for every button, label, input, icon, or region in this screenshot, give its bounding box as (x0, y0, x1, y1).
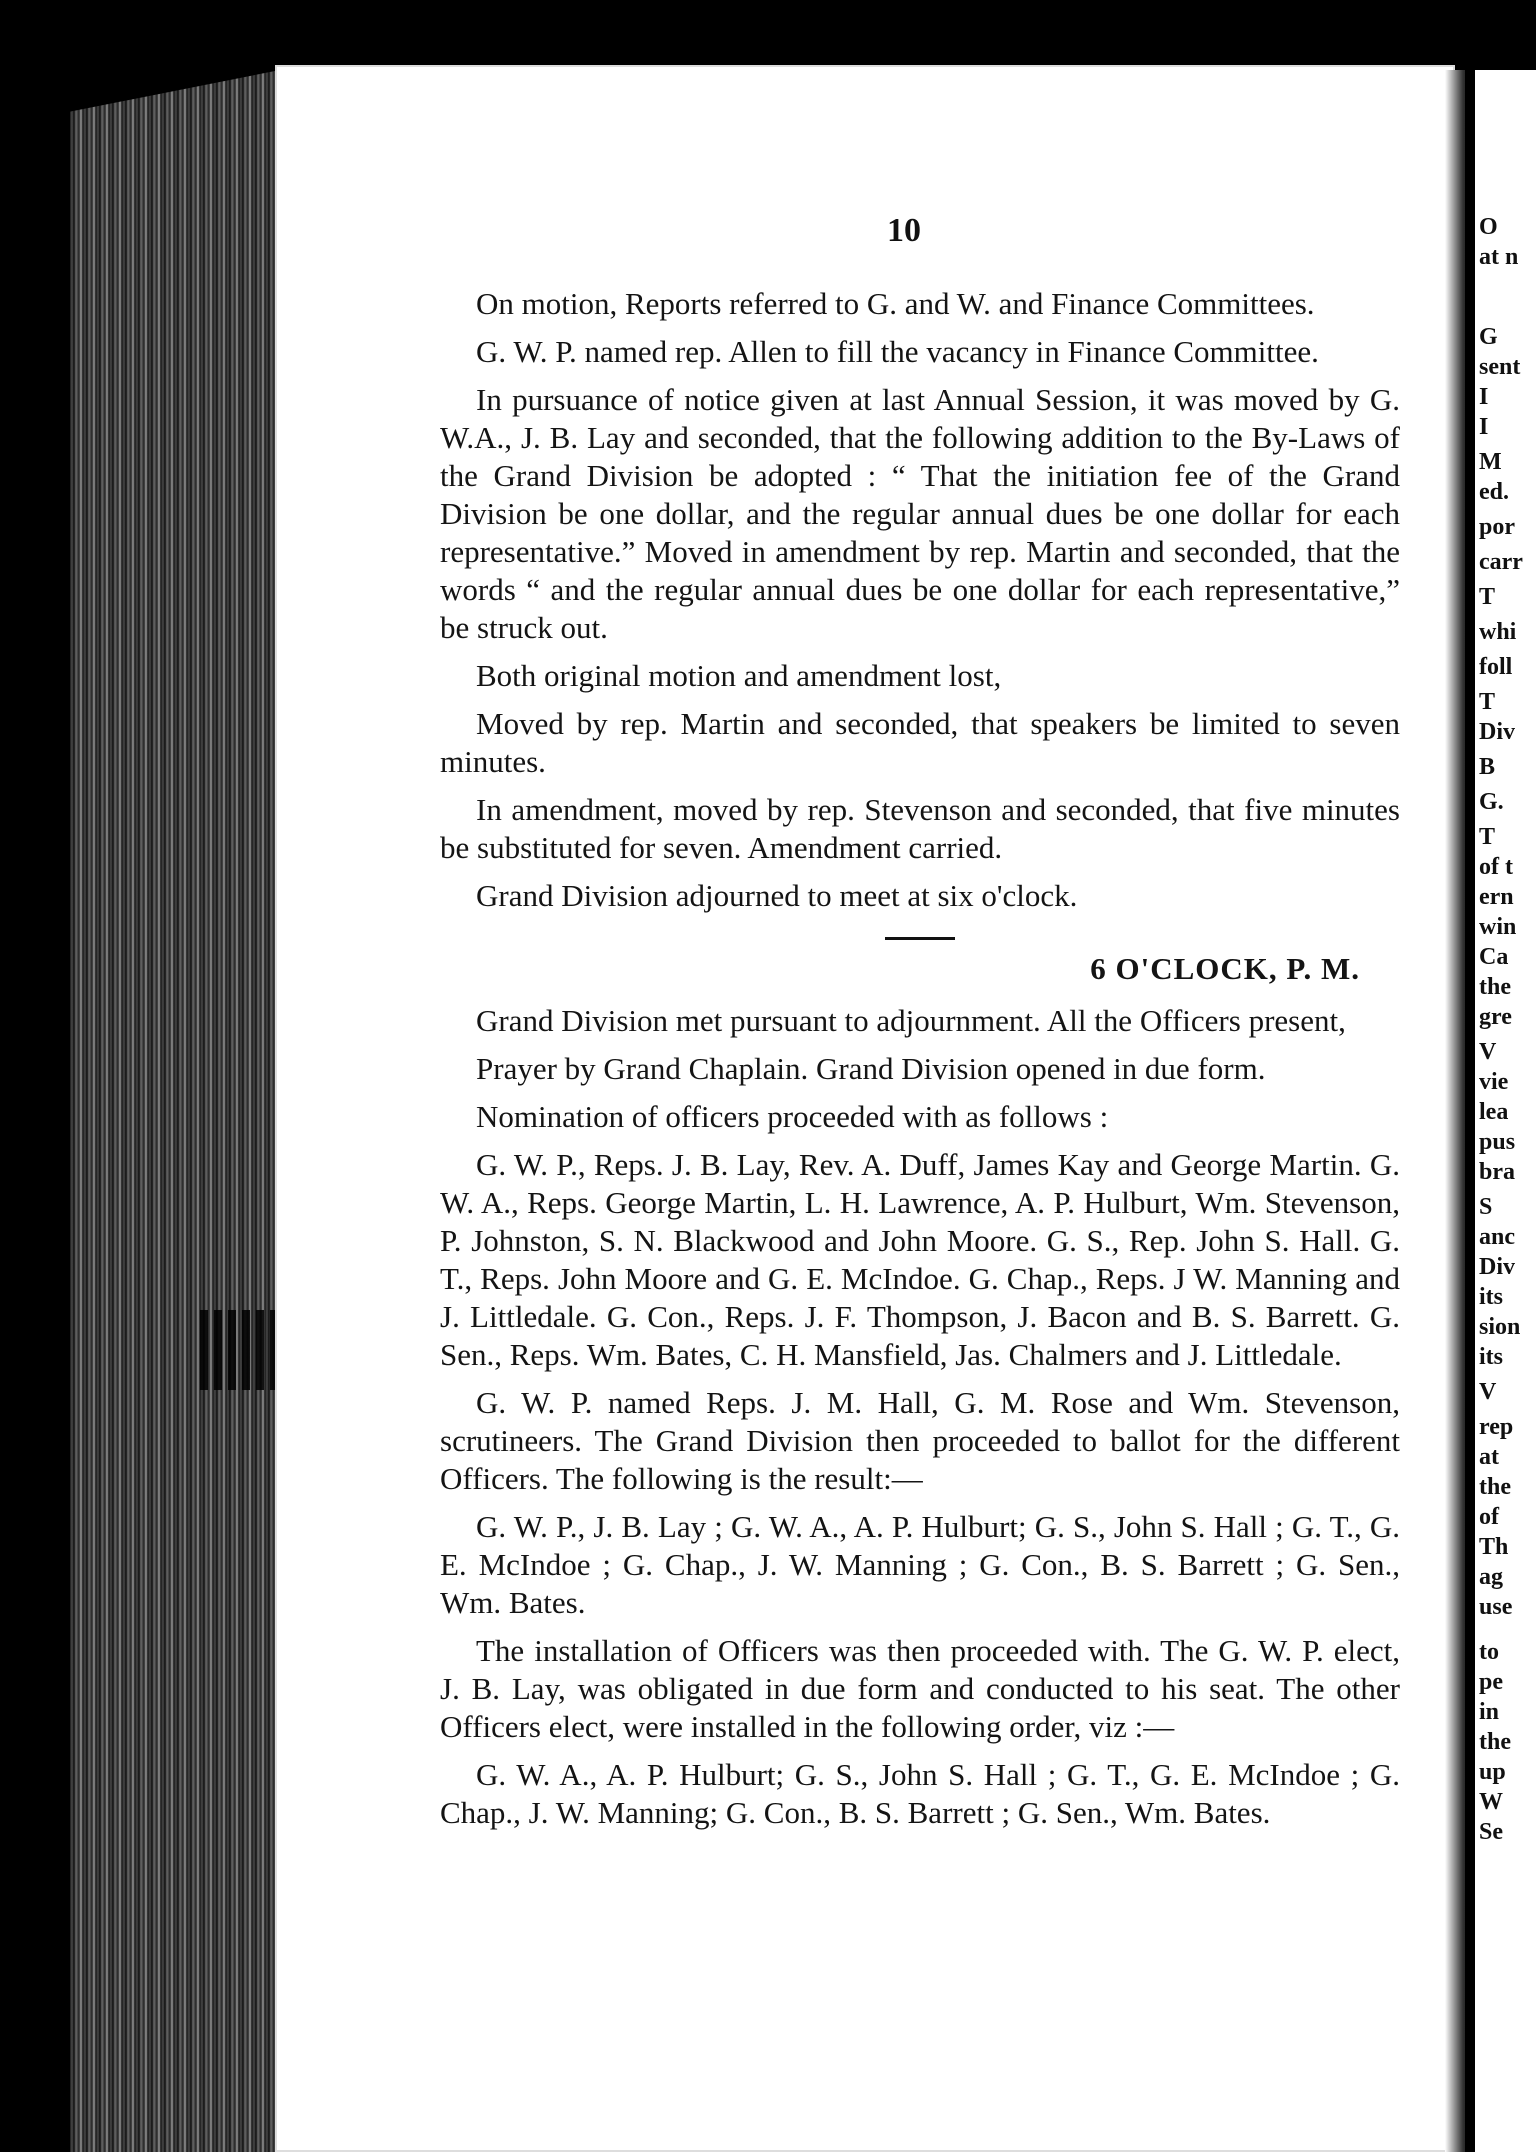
facing-page-text-fragment: ern (1479, 884, 1514, 910)
paragraph: Grand Division adjourned to meet at six o'clock. (476, 878, 1078, 913)
facing-page-text-fragment: its (1479, 1284, 1503, 1310)
facing-page-text-fragment: G. (1479, 789, 1504, 815)
facing-page-text-fragment: I (1479, 414, 1489, 440)
facing-page-text-fragment: W (1479, 1789, 1503, 1815)
paragraph: G. W. P., Reps. J. B. Lay, Rev. A. Duff, James Kay and George Martin. G. W. A., Reps. George Martin, L. H. Lawrence, A. P. Hulburt, Wm. Stevenson, P. Johnston, S. N. Blackwood and John Moore. G. S., Rep. John S. Hall. G. T., Reps. John Moore and G. E. McIndoe. G. Chap., Reps. J W. Manning and J. Littledale. G. Con., Reps. J. F. Thompson, J. Bacon and B. S. Barrett. G. Sen., Reps. Wm. Bates, C. H. Mansfield, Jas. Chalmers and J. Littledale. (440, 1147, 1400, 1372)
paragraph: Nomination of officers proceeded with as follows : (476, 1099, 1109, 1134)
facing-page-text-fragment: the (1479, 1729, 1511, 1755)
page-edge-marks (200, 1310, 280, 1390)
facing-page-text-fragment: at n (1479, 244, 1519, 270)
facing-page-text-fragment: T (1479, 824, 1496, 850)
paragraph: Grand Division met pursuant to adjournment. All the Officers present, (476, 1003, 1346, 1038)
facing-page-text-fragment: T (1479, 689, 1496, 715)
facing-page-text-fragment: bra (1479, 1159, 1515, 1185)
facing-page-text-fragment: the (1479, 974, 1511, 1000)
facing-page-fragment (1465, 70, 1536, 2152)
facing-page-text-fragment: win (1479, 914, 1517, 940)
page-text (440, 285, 1400, 1842)
paragraph: Moved by rep. Martin and seconded, that speakers be limited to seven minutes. (440, 706, 1400, 779)
facing-page-text-fragment: to (1479, 1639, 1499, 1665)
paragraph: Both original motion and amendment lost, (476, 658, 1002, 693)
facing-page-text-fragment: lea (1479, 1099, 1509, 1125)
facing-page-text-fragment: Ca (1479, 944, 1509, 970)
facing-page-text-fragment: of (1479, 1504, 1499, 1530)
facing-page-text-fragment: Div (1479, 719, 1515, 745)
paragraph: On motion, Reports referred to G. and W. and Finance Committees. (476, 286, 1315, 321)
facing-page-text-fragment: its (1479, 1344, 1503, 1370)
facing-page-text-fragment: Th (1479, 1534, 1509, 1560)
facing-page-text-fragment: rep (1479, 1414, 1514, 1440)
page-number: 10 (887, 212, 921, 249)
paragraph: Prayer by Grand Chaplain. Grand Division opened in due form. (476, 1051, 1266, 1086)
facing-page-text-fragment: O (1479, 214, 1498, 240)
facing-page-text-fragment: in (1479, 1699, 1500, 1725)
facing-page-text-fragment: ag (1479, 1564, 1503, 1590)
time-heading: 6 O'CLOCK, P. M. (1090, 951, 1360, 986)
facing-page-text-fragment: pus (1479, 1129, 1516, 1155)
facing-page-text-fragment: T (1479, 584, 1496, 610)
facing-page-text-fragment: vie (1479, 1069, 1509, 1095)
facing-page-text-fragment: the (1479, 1474, 1511, 1500)
facing-page-text-fragment: S (1479, 1194, 1493, 1220)
facing-page-text-fragment: G (1479, 324, 1498, 350)
facing-page-text-fragment: Div (1479, 1254, 1515, 1280)
paragraph: The installation of Officers was then proceeded with. The G. W. P. elect, J. B. Lay, was obligated in due form and conducted to his seat. The other Officers elect, were installed in the following order, viz :— (440, 1633, 1400, 1744)
facing-page-text-fragment: up (1479, 1759, 1506, 1785)
facing-page-text-fragment: por (1479, 514, 1515, 540)
facing-page-text-fragment: carr (1479, 549, 1523, 575)
facing-page-text-fragment: foll (1479, 654, 1513, 680)
facing-page-text-fragment: V (1479, 1379, 1497, 1405)
paragraph: G. W. P. named Reps. J. M. Hall, G. M. Rose and Wm. Stevenson, scrutineers. The Grand Division then proceeded to ballot for the different Officers. The following is the result:— (440, 1385, 1400, 1496)
paragraph: G. W. A., A. P. Hulburt; G. S., John S. Hall ; G. T., G. E. McIndoe ; G. Chap., J. W. Manning; G. Con., B. S. Barrett ; G. Sen., Wm. Bates. (440, 1757, 1400, 1830)
facing-page-text-fragment: I (1479, 384, 1489, 410)
facing-page-text-fragment: pe (1479, 1669, 1503, 1695)
facing-page-text-fragment: sent (1479, 354, 1521, 380)
facing-page-text-fragment: use (1479, 1594, 1513, 1620)
paragraph: G. W. P., J. B. Lay ; G. W. A., A. P. Hulburt; G. S., John S. Hall ; G. T., G. E. McIndoe ; G. Chap., J. W. Manning ; G. Con., B. S. Barrett ; G. Sen., Wm. Bates. (440, 1509, 1400, 1620)
facing-page-text-fragment: B (1479, 754, 1496, 780)
paragraph: In pursuance of notice given at last Annual Session, it was moved by G. W.A., J. B. Lay and seconded, that the following addition to the By-Laws of the Grand Division be adopted : “ That the initiation fee of the Grand Division be one dollar, and the regular annual dues be one dollar for each representative.” Moved in amendment by rep. Martin and seconded, that the words “ and the regular annual dues be one dollar for each representative,” be struck out. (440, 382, 1400, 645)
facing-page-text-fragment: Se (1479, 1819, 1503, 1845)
book-page-edges (70, 70, 280, 2152)
facing-page-text-fragment: anc (1479, 1224, 1515, 1250)
paragraph: G. W. P. named rep. Allen to fill the vacancy in Finance Committee. (476, 334, 1319, 369)
paragraph: In amendment, moved by rep. Stevenson and seconded, that five minutes be substituted for seven. Amendment carried. (440, 792, 1400, 865)
facing-page-text-fragment: at (1479, 1444, 1499, 1470)
facing-page-text-fragment: whi (1479, 619, 1517, 645)
facing-page-text-fragment: M (1479, 449, 1502, 475)
facing-page-text-fragment: V (1479, 1039, 1497, 1065)
section-divider (885, 937, 955, 940)
facing-page-text-fragment: of t (1479, 854, 1513, 880)
facing-page-text-fragment: sion (1479, 1314, 1521, 1340)
facing-page-text-fragment: ed. (1479, 479, 1509, 505)
facing-page-text-fragment: gre (1479, 1004, 1512, 1030)
